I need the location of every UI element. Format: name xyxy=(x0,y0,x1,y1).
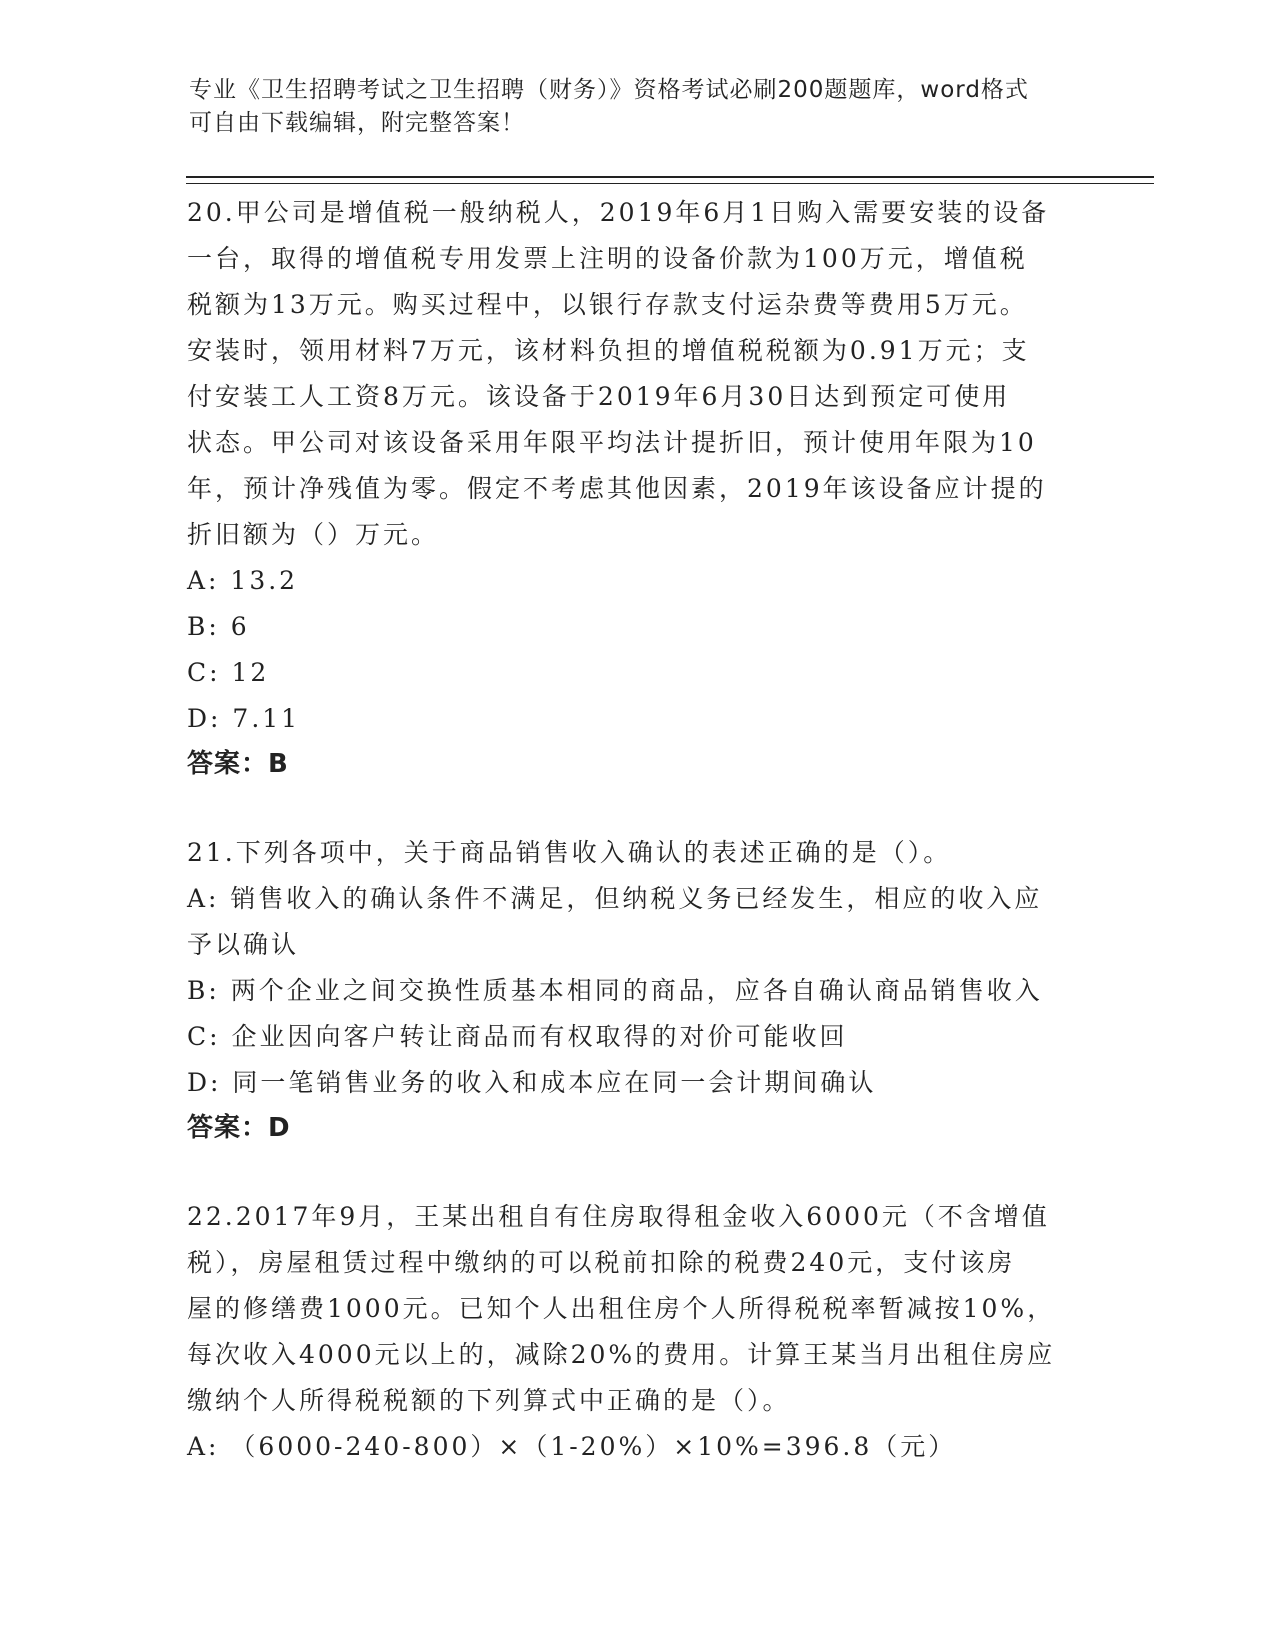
question-text-line: 屋的修缮费1000元。已知个人出租住房个人所得税税率暂减按10%， xyxy=(187,1294,1056,1323)
question-21 xyxy=(187,830,1087,1150)
question-text-line: 折旧额为（）万元。 xyxy=(187,520,440,549)
document-header xyxy=(189,74,1069,140)
option-a: A: （6000-240-800）×（1-20%）×10%=396.8（元） xyxy=(187,1432,957,1461)
question-20 xyxy=(187,190,1087,786)
question-text-line: 税），房屋租赁过程中缴纳的可以税前扣除的税费240元，支付该房 xyxy=(187,1248,1016,1277)
question-text-line: 税额为13万元。购买过程中，以银行存款支付运杂费等费用5万元。 xyxy=(187,290,1028,319)
document-body xyxy=(187,190,1087,1470)
header-title-line-1: 专业《卫生招聘考试之卫生招聘（财务）》资格考试必刷200题题库，word格式 xyxy=(189,77,1029,103)
spacer xyxy=(187,1150,1087,1194)
option-b: B: 6 xyxy=(187,612,250,641)
header-title-line-2: 可自由下载编辑，附完整答案！ xyxy=(189,110,525,136)
question-text-line: 状态。甲公司对该设备采用年限平均法计提折旧，预计使用年限为10 xyxy=(187,428,1037,457)
answer-label: 答案：D xyxy=(187,1113,291,1143)
question-text-line: 付安装工人工资8万元。该设备于2019年6月30日达到预定可使用 xyxy=(187,382,1011,411)
header-rule-thin xyxy=(186,183,1154,184)
question-text-line: 每次收入4000元以上的，减除20%的费用。计算王某当月出租住房应 xyxy=(187,1340,1056,1369)
spacer xyxy=(187,786,1087,830)
question-text-line: 20.甲公司是增值税一般纳税人，2019年6月1日购入需要安装的设备 xyxy=(187,198,1050,227)
option-a-continued: 予以确认 xyxy=(187,930,300,959)
question-text-line: 缴纳个人所得税税额的下列算式中正确的是（）。 xyxy=(187,1386,791,1415)
option-c: C: 12 xyxy=(187,658,270,687)
question-text-line: 一台，取得的增值税专用发票上注明的设备价款为100万元，增值税 xyxy=(187,244,1028,273)
option-b: B: 两个企业之间交换性质基本相同的商品，应各自确认商品销售收入 xyxy=(187,976,1043,1005)
option-c: C: 企业因向客户转让商品而有权取得的对价可能收回 xyxy=(187,1022,848,1051)
question-text-line: 22.2017年9月，王某出租自有住房取得租金收入6000元（不含增值 xyxy=(187,1202,1050,1231)
answer-label: 答案：B xyxy=(187,749,289,779)
option-a: A: 销售收入的确认条件不满足，但纳税义务已经发生，相应的收入应 xyxy=(187,884,1043,913)
question-22 xyxy=(187,1194,1087,1470)
header-rule-thick xyxy=(186,176,1154,178)
option-a: A: 13.2 xyxy=(187,566,299,595)
question-text-line: 年，预计净残值为零。假定不考虑其他因素，2019年该设备应计提的 xyxy=(187,474,1047,503)
question-text-line: 安装时，领用材料7万元，该材料负担的增值税税额为0.91万元；支 xyxy=(187,336,1030,365)
option-d: D: 同一笔销售业务的收入和成本应在同一会计期间确认 xyxy=(187,1068,877,1097)
question-text-line: 21.下列各项中，关于商品销售收入确认的表述正确的是（）。 xyxy=(187,838,952,867)
option-d: D: 7.11 xyxy=(187,704,301,733)
